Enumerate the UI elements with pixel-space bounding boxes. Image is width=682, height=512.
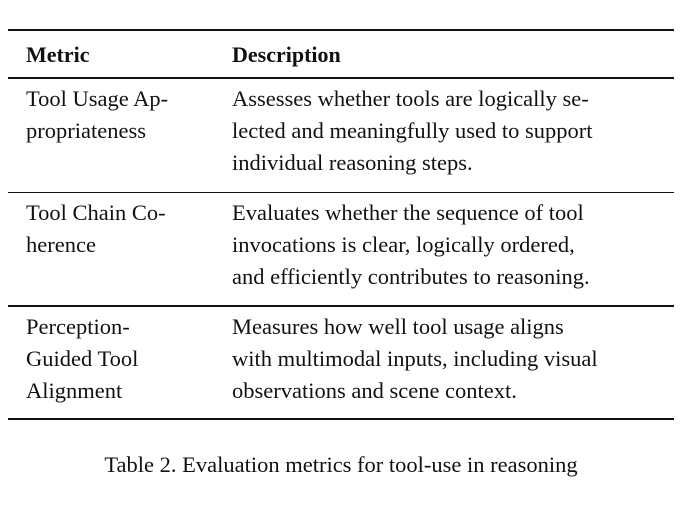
metric-line: Alignment [26,377,123,403]
description-line: individual reasoning steps. [232,149,473,175]
metric-line: herence [26,232,96,257]
metric-line: Guided Tool [26,345,139,371]
metric-line: Tool Usage Ap- [26,85,169,111]
metric-cell [8,311,225,412]
metric-cell [8,197,225,299]
metric-line: Perception- [26,313,130,339]
description-line: Evaluates whether the sequence of tool [232,200,584,225]
description-line: with multimodal inputs, including visual [232,345,598,371]
metrics-table [8,29,674,420]
table-row [8,79,674,192]
description-line: and efficiently contributes to reasoning. [232,264,590,289]
table-header-row [8,31,674,77]
description-line: observations and scene context. [232,377,517,403]
header-metric: Metric [26,42,90,67]
description-line: Measures how well tool usage aligns [232,313,564,339]
table-row [8,193,674,305]
description-line: lected and meaningfully used to support [232,117,593,143]
metric-cell [8,83,225,186]
description-cell [225,311,674,412]
metric-line: Tool Chain Co- [26,200,166,225]
table-caption: Table 2. Evaluation metrics for tool-use in reasoning [104,452,578,477]
description-line: Assesses whether tools are logically se- [232,85,589,111]
table-row [8,307,674,418]
header-description: Description [232,42,341,67]
description-line: invocations is clear, logically ordered, [232,232,575,257]
description-cell [225,197,674,299]
bottom-rule [8,418,674,420]
metric-line: propriateness [26,117,146,143]
description-cell [225,83,674,186]
